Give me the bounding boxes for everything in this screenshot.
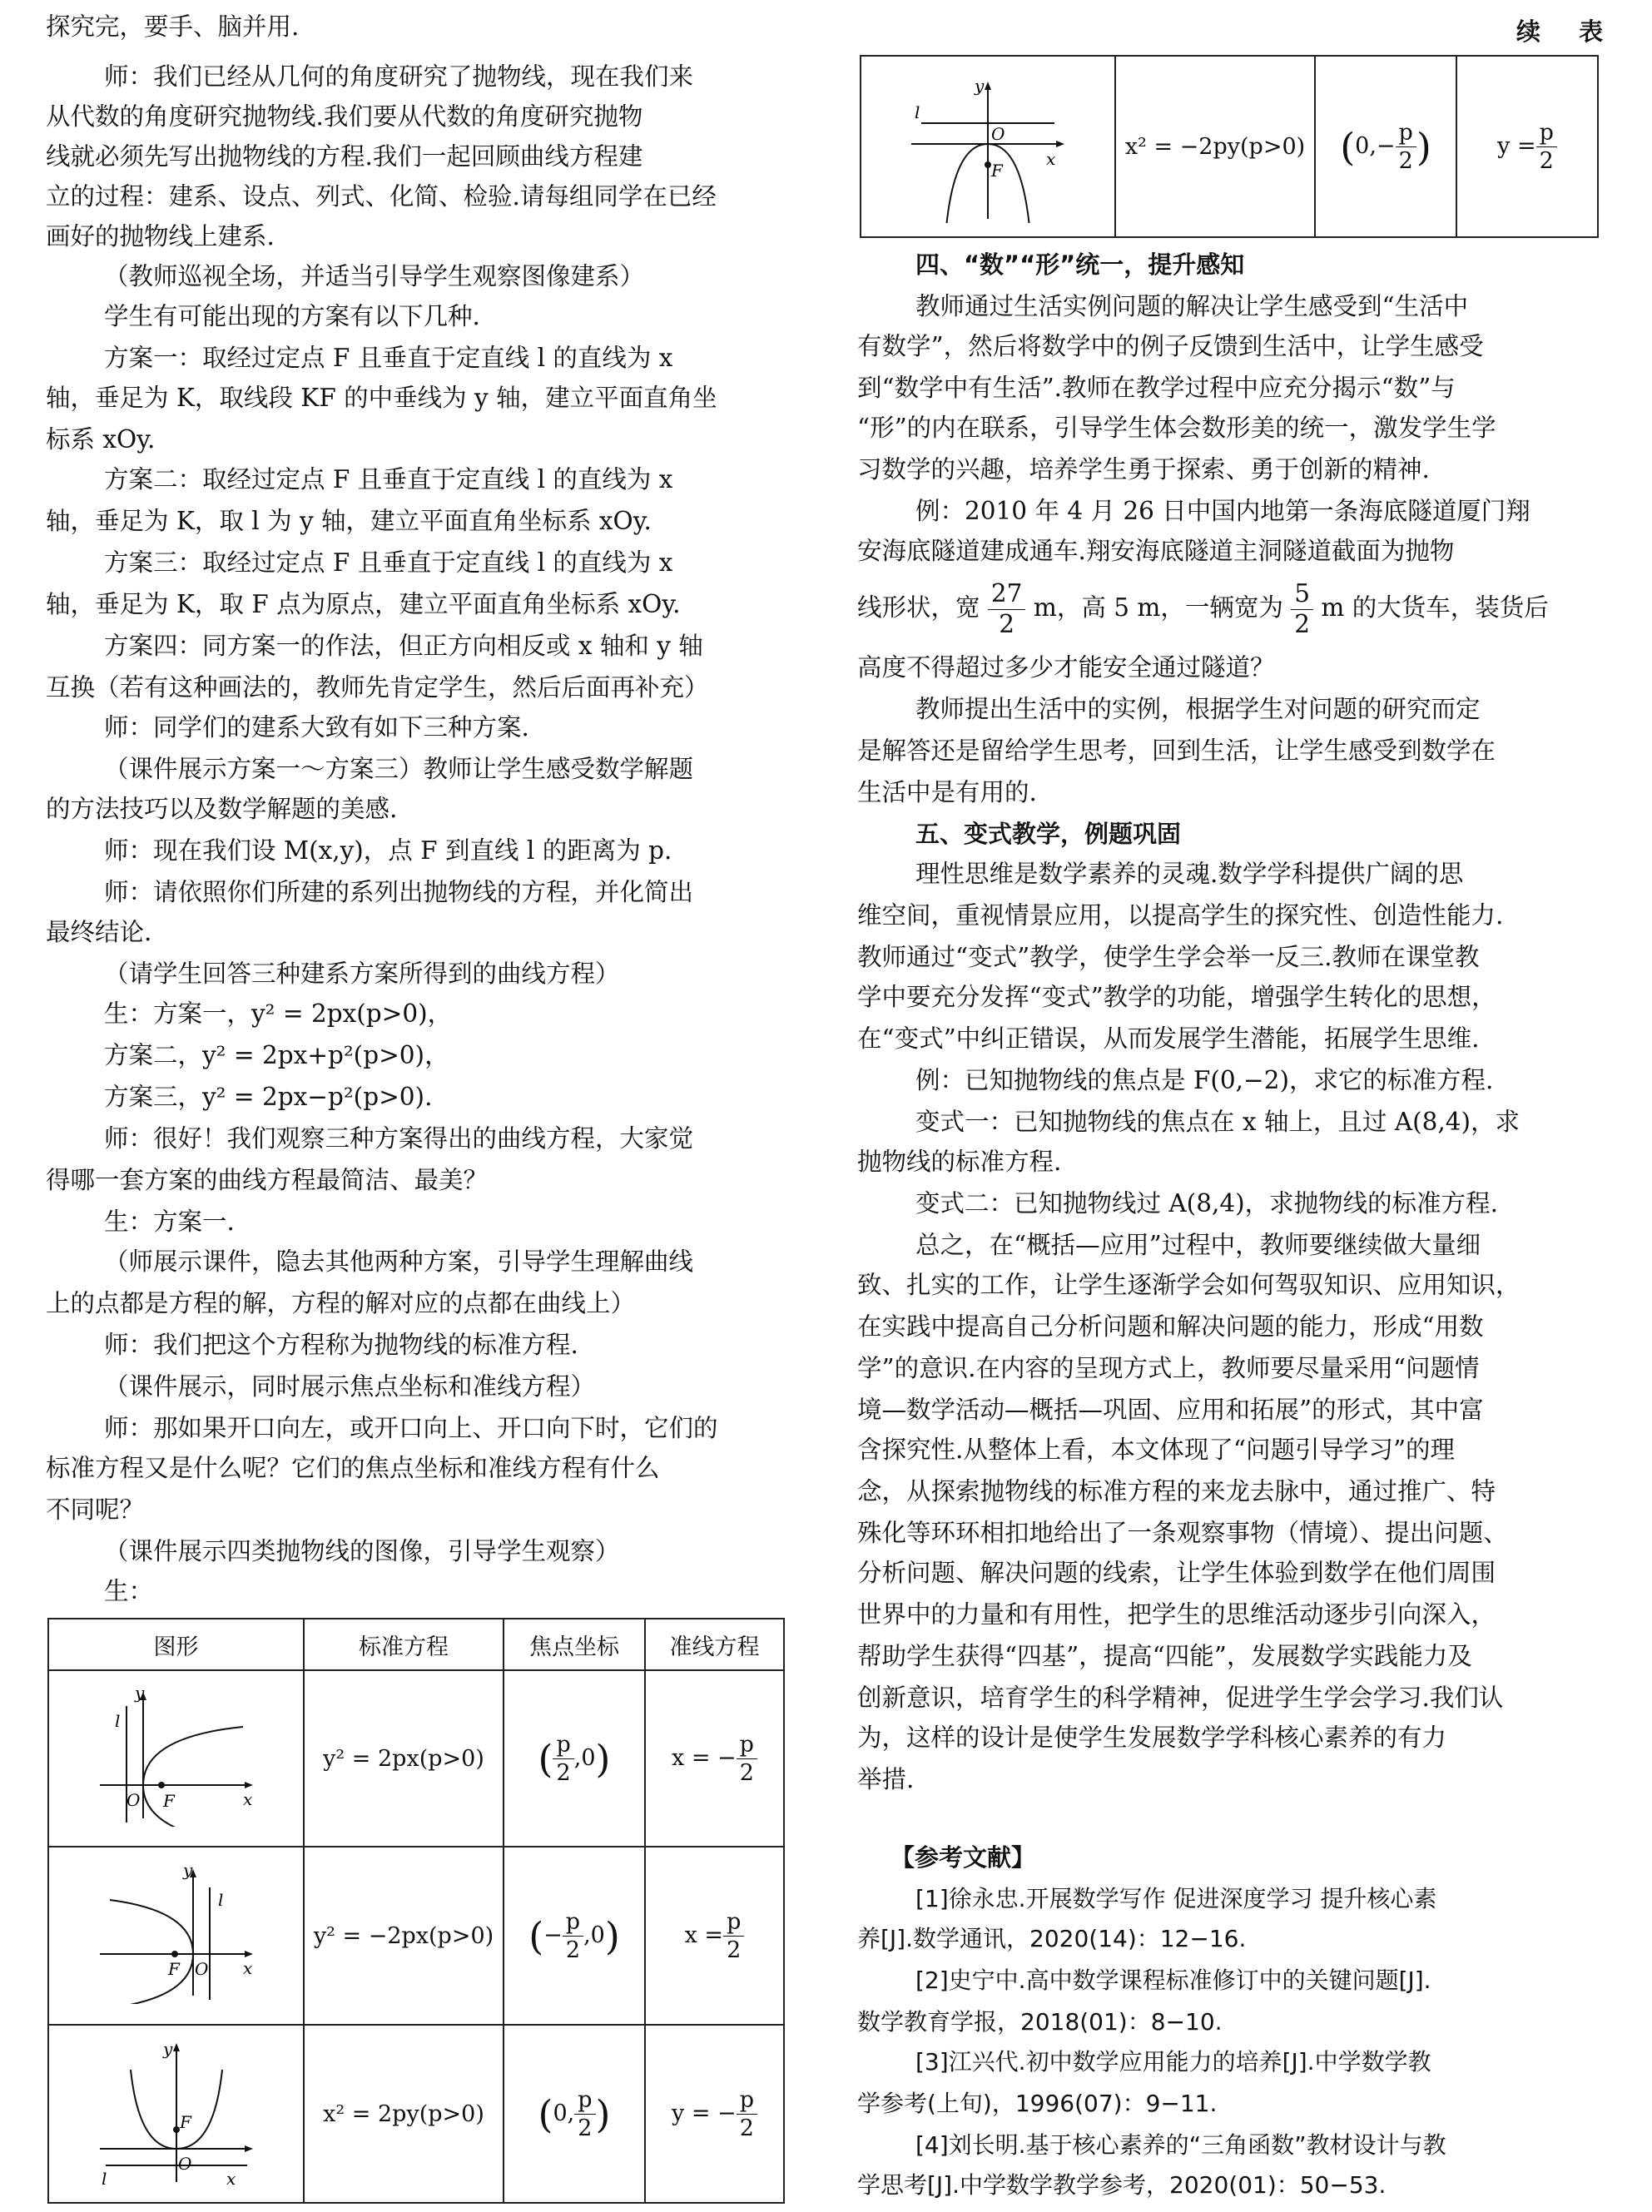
left-text-line: 师：现在我们设 M(x,y)，点 F 到直线 l 的距离为 p. <box>104 836 672 865</box>
right-text-line: 教师提出生活中的实例，根据学生对问题的研究而定 <box>915 695 1481 723</box>
right-text-line: 教师通过“变式”教学，使学生学会举一反三.教师在课堂教 <box>857 943 1480 971</box>
right-text-line: 理性思维是数学素养的灵魂.数学学科提供广阔的思 <box>915 860 1464 888</box>
right-text-line: 总之，在“概括—应用”过程中，教师要继续做大量细 <box>915 1231 1481 1259</box>
svg-text:O: O <box>177 2153 191 2174</box>
left-text-line: 画好的抛物线上建系. <box>46 222 275 250</box>
right-text-line: 习数学的兴趣，培养学生勇于探索、勇于创新的精神. <box>857 455 1430 484</box>
svg-text:x: x <box>1046 148 1056 169</box>
fraction-part: 5 <box>1291 582 1313 610</box>
focus-cell: ( $\frac{p}{2}$ ,0) <box>504 1670 645 1847</box>
svg-text:l: l <box>114 1710 120 1731</box>
left-text-line: （师展示课件，隐去其他两种方案，引导学生理解曲线 <box>104 1247 694 1276</box>
figure-up-opening <box>48 2025 304 2203</box>
right-text-line: 举措. <box>857 1765 915 1793</box>
reference-line: [4]刘长明.基于核心素养的“三角函数”教材设计与教 <box>915 2131 1446 2159</box>
left-text-line: 师：同学们的建系大致有如下三种方案. <box>104 713 529 741</box>
parabola-table <box>47 1618 785 2204</box>
left-text-line: 生： <box>104 1577 154 1605</box>
right-text-line: 例：已知抛物线的焦点是 F(0,−2)，求它的标准方程. <box>915 1066 1494 1094</box>
right-text-line: 到“数学中有生活”.教师在教学过程中应充分揭示“数”与 <box>857 374 1456 402</box>
parabola-left-diagram <box>93 1862 260 2004</box>
left-text-line: 互换（若有这种画法的，教师先肯定学生，然后后面再补充） <box>46 673 709 702</box>
svg-text:y: y <box>134 1684 144 1703</box>
reference-line: [3]江兴代.初中数学应用能力的培养[J].中学数学教 <box>915 2048 1431 2076</box>
table-row <box>48 2025 784 2203</box>
fraction-part: 27 <box>988 582 1026 610</box>
right-text-line: 世界中的力量和有用性，把学生的思维活动逐步引向深入， <box>857 1600 1496 1629</box>
svg-text:F: F <box>991 160 1003 181</box>
right-text-line: 念，从探索抛物线的标准方程的来龙去脉中，通过推广、特 <box>857 1477 1496 1505</box>
focus-cell: (0,− $\frac{p}{2}$ ) <box>1315 56 1456 237</box>
svg-text:y: y <box>162 2038 172 2059</box>
reference-line: 数学教育学报，2018(01)：8−10. <box>857 2008 1223 2036</box>
right-text-line: 在实践中提高自己分析问题和解决问题的能力，形成“用数 <box>857 1312 1484 1341</box>
right-text-line: 变式二：已知抛物线过 A(8,4)，求抛物线的标准方程. <box>915 1189 1498 1218</box>
figure-down-opening <box>861 56 1115 237</box>
parabola-down-diagram <box>905 65 1071 223</box>
right-text-line: 生活中是有用的. <box>857 778 1037 806</box>
reference-line: [1]徐永忠.开展数学写作 促进深度学习 提升核心素 <box>915 1885 1437 1912</box>
left-text-line: 学生有可能出现的方案有以下几种. <box>104 302 480 330</box>
table-header-row <box>48 1619 784 1670</box>
left-text-line: 轴，垂足为 K，取 F 点为原点，建立平面直角坐标系 xOy. <box>46 590 681 618</box>
right-text-line: 变式一：已知抛物线的焦点在 x 轴上，且过 A(8,4)，求 <box>915 1108 1521 1136</box>
svg-text:F: F <box>167 1958 180 1979</box>
fraction-part: 2 <box>999 609 1015 638</box>
right-text-line: 致、扎实的工作，让学生逐渐学会如何驾驭知识、应用知识， <box>857 1271 1521 1299</box>
left-text-line: 方案二：取经过定点 F 且垂直于定直线 l 的直线为 x <box>104 465 673 493</box>
table-row <box>48 1670 784 1847</box>
equation-cell: y² = 2px(p>0) <box>304 1670 504 1847</box>
left-text-line: 轴，垂足为 K，取线段 KF 的中垂线为 y 轴，建立平面直角坐 <box>46 384 717 412</box>
directrix-cell: y = $\frac{p}{2}$ <box>1456 56 1598 237</box>
svg-text:x: x <box>242 1788 252 1809</box>
left-text-line: 立的过程：建系、设点、列式、化简、检验.请每组同学在已经 <box>46 182 717 211</box>
parabola-up-diagram <box>93 2036 260 2186</box>
parabola-right-diagram <box>93 1685 260 1827</box>
left-text-line: 上的点都是方程的解，方程的解对应的点都在曲线上） <box>46 1289 636 1317</box>
left-text-line: 生：方案一. <box>104 1208 235 1236</box>
section-5-title: 五、变式教学，例题巩固 <box>915 820 1182 848</box>
directrix-cell: x = − $\frac{p}{2}$ <box>645 1670 784 1847</box>
header-directrix: 准线方程 <box>645 1619 784 1670</box>
fraction-part: m 的大货车，装货后 <box>1321 593 1549 622</box>
right-text-line: 境—数学活动—概括—巩固、应用和拓展”的形式，其中富 <box>857 1396 1484 1424</box>
parabola-table-continued <box>860 55 1599 238</box>
svg-text:y: y <box>975 75 985 96</box>
left-text-line: 生：方案一，y² = 2px(p>0)， <box>104 999 453 1028</box>
continued-label: 续 表 <box>1516 17 1619 46</box>
right-text-line: 例：2010 年 4 月 26 日中国内地第一条海底隧道厦门翔 <box>915 497 1530 525</box>
left-text-line: 的方法技巧以及数学解题的美感. <box>46 795 398 823</box>
right-text-line: 高度不得超过多少才能安全通过隧道？ <box>857 653 1275 682</box>
header-focus: 焦点坐标 <box>504 1619 645 1670</box>
left-text-line: 方案四：同方案一的作法，但正方向相反或 x 轴和 y 轴 <box>104 632 703 660</box>
svg-text:y: y <box>182 1862 192 1880</box>
fraction-part: 线形状，宽 <box>857 593 980 622</box>
directrix-cell: x = $\frac{p}{2}$ <box>645 1847 784 2025</box>
table-row <box>48 1847 784 2025</box>
left-text-line: 不同呢？ <box>46 1495 145 1524</box>
left-text-line: 师：我们把这个方程称为抛物线的标准方程. <box>104 1331 578 1359</box>
right-text-line: 是解答还是留给学生思考，回到生活，让学生感受到数学在 <box>857 737 1496 765</box>
right-text-line: 教师通过生活实例问题的解决让学生感受到“生活中 <box>915 292 1469 320</box>
left-text-line: 师：那如果开口向左，或开口向上、开口向下时，它们的 <box>104 1414 718 1442</box>
right-text-line: 有数学”，然后将数学中的例子反馈到生活中，让学生感受 <box>857 332 1484 360</box>
right-text-line: 在“变式”中纠正错误，从而发展学生潜能，拓展学生思维. <box>857 1024 1480 1053</box>
left-text-line: 师：很好！我们观察三种方案得出的曲线方程，大家觉 <box>104 1124 694 1153</box>
left-text-line: 线就必须先写出抛物线的方程.我们一起回顾曲线方程建 <box>46 142 643 171</box>
left-text-line: （教师巡视全场，并适当引导学生观察图像建系） <box>104 262 645 290</box>
header-equation: 标准方程 <box>304 1619 504 1670</box>
left-text-line: 轴，垂足为 K，取 l 为 y 轴，建立平面直角坐标系 xOy. <box>46 507 652 535</box>
left-text-line: 最终结论. <box>46 918 152 946</box>
left-text-line: 得哪一套方案的曲线方程最简洁、最美？ <box>46 1166 489 1194</box>
section-4-title: 四、“数”“形”统一，提升感知 <box>915 250 1245 279</box>
right-text-line: 为，这样的设计是使学生发展数学学科核心素养的有力 <box>857 1723 1447 1752</box>
svg-text:F: F <box>162 1790 175 1811</box>
right-text-line: 创新意识，培育学生的科学精神，促进学生学会学习.我们认 <box>857 1684 1504 1712</box>
svg-text:O: O <box>126 1789 140 1810</box>
header-figure: 图形 <box>48 1619 304 1670</box>
figure-right-opening <box>48 1670 304 1847</box>
references-title: 【参考文献】 <box>890 1843 1036 1872</box>
svg-text:O: O <box>991 123 1005 144</box>
right-text-line: 含探究性.从整体上看，本文体现了“问题引导学习”的理 <box>857 1436 1456 1464</box>
fraction-part: 2 <box>1294 609 1310 638</box>
left-text-line: 方案三，y² = 2px−p²(p>0). <box>104 1083 433 1111</box>
svg-text:l: l <box>101 2168 107 2186</box>
focus-cell: (− $\frac{p}{2}$ ,0) <box>504 1847 645 2025</box>
left-text-line: 方案二，y² = 2px+p²(p>0)， <box>104 1041 449 1069</box>
directrix-cell: y = − $\frac{p}{2}$ <box>645 2025 784 2203</box>
left-text-line: （课件展示四类抛物线的图像，引导学生观察） <box>104 1537 620 1565</box>
reference-line: 养[J].数学通讯，2020(14)：12−16. <box>857 1925 1247 1952</box>
fraction-part: m，高 5 m，一辆宽为 <box>1033 593 1283 622</box>
left-text-line: 探究完，要手、脑并用. <box>46 12 300 41</box>
left-text-line: 标准方程又是什么呢？它们的焦点坐标和准线方程有什么 <box>46 1454 660 1482</box>
right-text-line: 殊化等环环相扣地给出了一条观察事物（情境）、提出问题、 <box>857 1519 1508 1547</box>
left-text-line: （课件展示，同时展示焦点坐标和准线方程） <box>104 1372 596 1401</box>
equation-cell: y² = −2px(p>0) <box>304 1847 504 2025</box>
left-text-line: 师：我们已经从几何的角度研究了抛物线，现在我们来 <box>104 62 694 91</box>
left-text-line: 师：请依照你们所建的系列出抛物线的方程，并化简出 <box>104 878 694 906</box>
svg-text:O: O <box>194 1958 208 1979</box>
right-text-line: 学中要充分发挥“变式”教学的功能，增强学生转化的思想， <box>857 983 1496 1011</box>
right-text-line: 抛物线的标准方程. <box>857 1148 1062 1176</box>
svg-text:F: F <box>179 2111 191 2132</box>
reference-line: 学思考[J].中学数学教学参考，2020(01)：50−53. <box>857 2171 1387 2199</box>
left-text-line: （课件展示方案一～方案三）教师让学生感受数学解题 <box>104 755 694 783</box>
svg-text:l: l <box>217 1889 223 1910</box>
right-text-line: 分析问题、解决问题的线索，让学生体验到数学在他们周围 <box>857 1559 1496 1587</box>
left-text-line: 从代数的角度研究抛物线.我们要从代数的角度研究抛物 <box>46 102 643 131</box>
left-text-line: （请学生回答三种建系方案所得到的曲线方程） <box>104 960 620 988</box>
left-text-line: 方案三：取经过定点 F 且垂直于定直线 l 的直线为 x <box>104 548 673 577</box>
figure-left-opening <box>48 1847 304 2025</box>
right-text-line: 维空间，重视情景应用，以提高学生的探究性、创造性能力. <box>857 901 1504 930</box>
svg-text:x: x <box>242 1957 252 1978</box>
right-text-line: 安海底隧道建成通车.翔安海底隧道主洞隧道截面为抛物 <box>857 537 1455 565</box>
right-text-line: 学”的意识.在内容的呈现方式上，教师要尽量采用“问题情 <box>857 1354 1480 1382</box>
equation-cell: x² = −2py(p>0) <box>1115 56 1315 237</box>
right-text-line: 帮助学生获得“四基”，提高“四能”，发展数学实践能力及 <box>857 1642 1472 1670</box>
right-text-line: “形”的内在联系，引导学生体会数形美的统一，激发学生学 <box>857 414 1496 442</box>
tunnel-fraction-line <box>857 574 1549 641</box>
table-row <box>861 56 1598 237</box>
equation-cell: x² = 2py(p>0) <box>304 2025 504 2203</box>
svg-text:l: l <box>915 102 920 122</box>
left-text-line: 方案一：取经过定点 F 且垂直于定直线 l 的直线为 x <box>104 344 673 372</box>
focus-cell: (0, $\frac{p}{2}$ ) <box>504 2025 645 2203</box>
reference-line: 学参考(上旬)，1996(07)：9−11. <box>857 2090 1218 2117</box>
svg-text:x: x <box>226 2168 236 2186</box>
left-text-line: 标系 xOy. <box>46 425 156 454</box>
reference-line: [2]史宁中.高中数学课程标准修订中的关键问题[J]. <box>915 1966 1431 1994</box>
